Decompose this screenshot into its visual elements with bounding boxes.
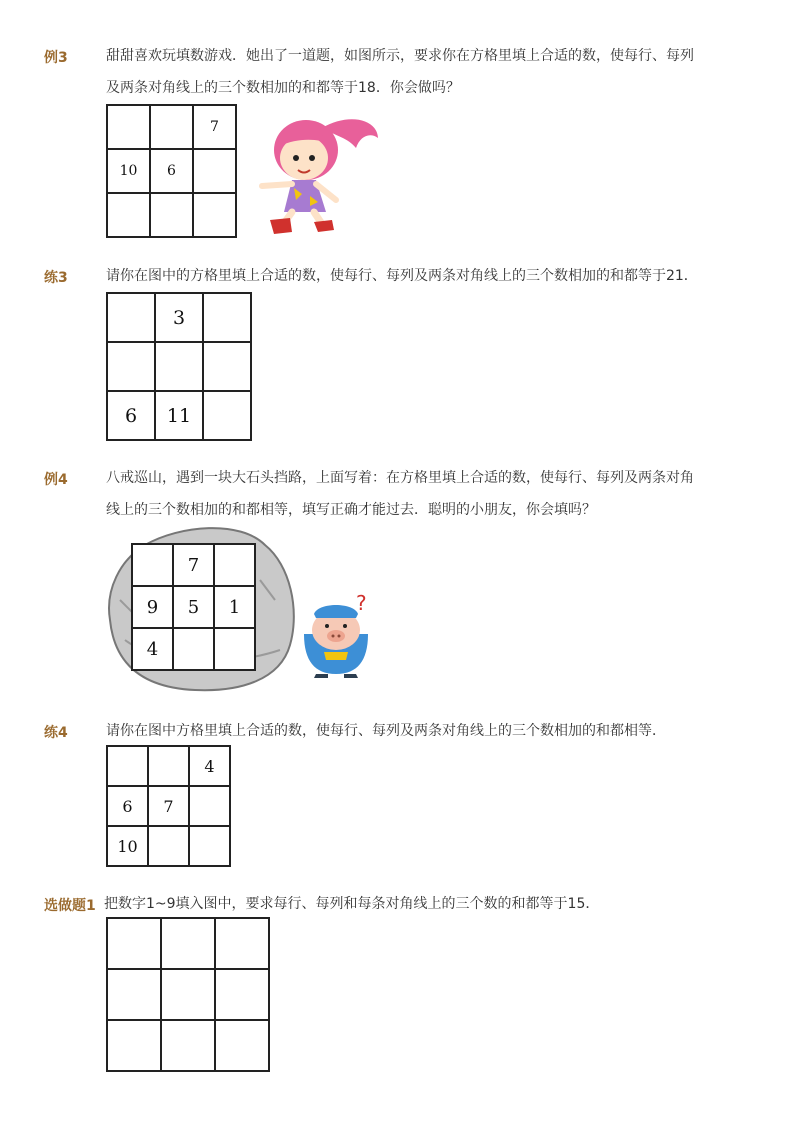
grid-cell[interactable] [108,1021,162,1072]
practice-4-text-line1: 请你在图中方格里填上合适的数，使每行、每列及两条对角线上的三个数相加的和都相等． [106,723,666,739]
grid-cell[interactable] [204,343,252,392]
practice-4-grid [106,745,231,867]
grid-cell[interactable]: 6 [108,392,156,441]
grid-cell[interactable] [162,1021,216,1072]
grid-cell[interactable] [194,194,237,238]
grid-cell[interactable] [133,545,174,587]
grid-cell[interactable]: 7 [149,787,190,827]
grid-cell[interactable] [149,827,190,867]
grid-cell[interactable] [108,294,156,343]
grid-cell[interactable]: 1 [215,587,256,629]
practice-4-label: 练4 [44,725,68,741]
grid-cell[interactable] [108,194,151,238]
example-3-label: 例3 [44,50,68,66]
grid-cell[interactable]: 10 [108,827,149,867]
girl-illustration [252,108,386,238]
grid-cell[interactable]: 9 [133,587,174,629]
grid-cell[interactable] [194,150,237,194]
optional-problem-1-text-line1: 把数字1~9填入图中，要求每行、每列和每条对角线上的三个数的和都等于15． [104,896,600,912]
grid-cell[interactable]: 6 [108,787,149,827]
example-3-text-line2: 及两条对角线上的三个数相加的和都等于18．你会做吗？ [106,80,460,96]
grid-cell[interactable] [190,827,231,867]
example-4-label: 例4 [44,472,68,488]
grid-cell[interactable]: 3 [156,294,204,343]
pig-illustration [298,590,380,680]
grid-cell[interactable] [162,970,216,1021]
grid-cell[interactable]: 10 [108,150,151,194]
practice-3-label: 练3 [44,270,68,286]
example-3-text-line1: 甜甜喜欢玩填数游戏．她出了一道题，如图所示，要求你在方格里填上合适的数，使每行、每列 [106,48,694,64]
grid-cell[interactable] [174,629,215,671]
example-4-grid [131,543,256,671]
grid-cell[interactable] [151,106,194,150]
optional-problem-1-grid [106,917,270,1072]
grid-cell[interactable] [190,787,231,827]
grid-cell[interactable] [108,343,156,392]
grid-cell[interactable]: 4 [133,629,174,671]
grid-cell[interactable] [151,194,194,238]
grid-cell[interactable]: 4 [190,747,231,787]
grid-cell[interactable] [215,545,256,587]
grid-cell[interactable]: 5 [174,587,215,629]
grid-cell[interactable] [204,392,252,441]
optional-problem-1-label: 选做题1 [44,898,96,914]
practice-3-text-line1: 请你在图中的方格里填上合适的数，使每行、每列及两条对角线上的三个数相加的和都等于21． [106,268,698,284]
grid-cell[interactable]: 7 [194,106,237,150]
grid-cell[interactable] [156,343,204,392]
example-4-text-line2: 线上的三个数相加的和都相等，填写正确才能过去．聪明的小朋友，你会填吗？ [106,502,596,518]
question-mark: ? [356,591,367,615]
grid-cell[interactable] [108,106,151,150]
grid-cell[interactable]: 7 [174,545,215,587]
grid-cell[interactable]: 6 [151,150,194,194]
grid-cell[interactable] [216,1021,270,1072]
grid-cell[interactable]: 11 [156,392,204,441]
example-3-grid [106,104,237,238]
grid-cell[interactable] [216,970,270,1021]
grid-cell[interactable] [108,747,149,787]
grid-cell[interactable] [108,919,162,970]
grid-cell[interactable] [216,919,270,970]
practice-3-grid [106,292,252,441]
grid-cell[interactable] [204,294,252,343]
grid-cell[interactable] [108,970,162,1021]
example-4-text-line1: 八戒巡山，遇到一块大石头挡路，上面写着：在方格里填上合适的数，使每行、每列及两条对角 [106,470,694,486]
grid-cell[interactable] [215,629,256,671]
grid-cell[interactable] [149,747,190,787]
grid-cell[interactable] [162,919,216,970]
